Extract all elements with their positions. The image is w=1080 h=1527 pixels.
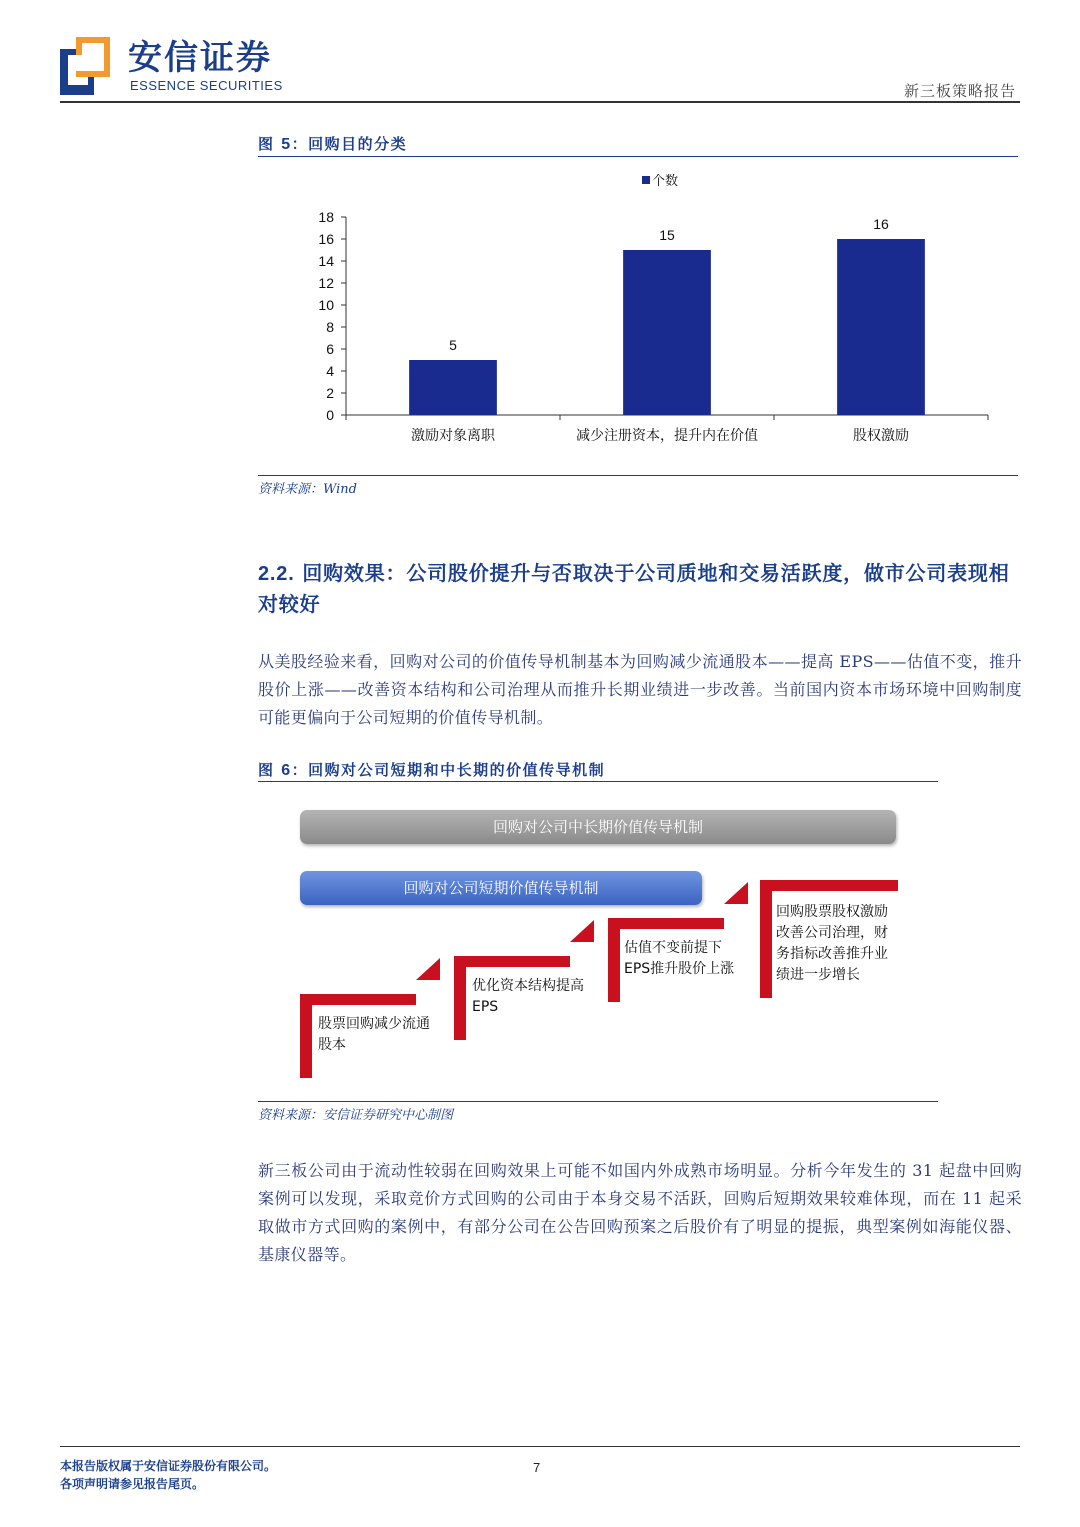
header-divider — [60, 101, 1020, 103]
step-2-arrow — [570, 920, 594, 942]
bar-value-label: 5 — [449, 337, 457, 353]
y-tick-label: 10 — [318, 297, 334, 313]
figure-6-source: 资料来源：安信证券研究中心制图 — [258, 1108, 454, 1123]
page-number: 7 — [533, 1460, 541, 1475]
bar — [623, 250, 711, 415]
figure-6-top-rule — [258, 781, 938, 782]
bar — [409, 360, 497, 415]
bar-chart — [258, 165, 1018, 465]
y-tick-label: 18 — [318, 209, 334, 225]
figure-6-bottom-rule — [258, 1101, 938, 1102]
y-tick-label: 4 — [326, 363, 334, 379]
step-1-text: 股票回购减少流通股本 — [318, 1016, 430, 1053]
figure-5-chart — [258, 165, 1018, 465]
figure-5-bottom-rule — [258, 475, 1018, 476]
footer-divider — [60, 1446, 1020, 1447]
logo-text-cn: 安信证券 — [128, 38, 272, 78]
logo-text-en: ESSENCE SECURITIES — [130, 78, 283, 93]
figure-6-title: 图 6：回购对公司短期和中长期的价值传导机制 — [258, 761, 606, 779]
y-tick-label: 8 — [326, 319, 334, 335]
legend-swatch — [642, 176, 650, 184]
figure-6-diagram — [258, 790, 938, 1095]
bar-value-label: 16 — [873, 216, 889, 232]
section-heading: 2.2. 回购效果：公司股价提升与否取决于公司质地和交易活跃度，做市公司表现相对较好 — [258, 561, 1010, 616]
y-tick-label: 2 — [326, 385, 334, 401]
bar-value-label: 15 — [659, 227, 675, 243]
footer-line-2: 各项声明请参见报告尾页。 — [60, 1477, 205, 1491]
x-tick-label: 减少注册资本，提升内在价值 — [576, 427, 758, 443]
figure-5-top-rule — [258, 156, 1018, 157]
y-tick-label: 0 — [326, 407, 334, 423]
figure-5-title: 图 5：回购目的分类 — [258, 135, 408, 153]
step-2-text: 优化资本结构提高EPS — [472, 978, 584, 1015]
logo-icon — [60, 37, 110, 95]
step-4-text: 回购股票股权激励改善公司治理，财务指标改善推升业绩进一步增长 — [776, 904, 888, 983]
y-tick-label: 6 — [326, 341, 334, 357]
step-3-arrow — [724, 882, 748, 904]
y-tick-label: 12 — [318, 275, 334, 291]
step-1-arrow — [416, 958, 440, 980]
legend-label: 个数 — [652, 173, 679, 188]
report-type: 新三板策略报告 — [903, 82, 1016, 100]
step-3-text: 估值不变前提下EPS推升股价上涨 — [624, 940, 735, 977]
footer-line-1: 本报告版权属于安信证券股份有限公司。 — [60, 1459, 277, 1473]
short-term-mechanism-bar: 回购对公司短期价值传导机制 — [300, 871, 702, 905]
body-paragraph-2: 新三板公司由于流动性较弱在回购效果上可能不如国内外成熟市场明显。分析今年发生的 31 起盘中回购案例可以发现，采取竞价方式回购的公司由于本身交易不活跃，回购后短期效果较难体现，而在 11 起采取做市方式回购的案例中，有部分公司在公告回购预案之后股价有了明显的提振，典型案例如海能仪器、基康仪器等。 — [258, 1161, 1022, 1264]
figure-5-source: 资料来源：Wind — [258, 482, 357, 497]
bar — [837, 239, 925, 415]
long-term-mechanism-bar: 回购对公司中长期价值传导机制 — [300, 810, 896, 844]
body-paragraph-1: 从美股经验来看，回购对公司的价值传导机制基本为回购减少流通股本——提高 EPS——估值不变，推升股价上涨——改善资本结构和公司治理从而推升长期业绩进一步改善。当前国内资本市场环境中回购制度可能更偏向于公司短期的价值传导机制。 — [258, 652, 1022, 727]
y-tick-label: 14 — [318, 253, 334, 269]
footer-disclaimer — [60, 1457, 276, 1493]
x-tick-label: 激励对象离职 — [411, 427, 495, 443]
x-tick-label: 股权激励 — [853, 427, 909, 443]
y-tick-label: 16 — [318, 231, 334, 247]
